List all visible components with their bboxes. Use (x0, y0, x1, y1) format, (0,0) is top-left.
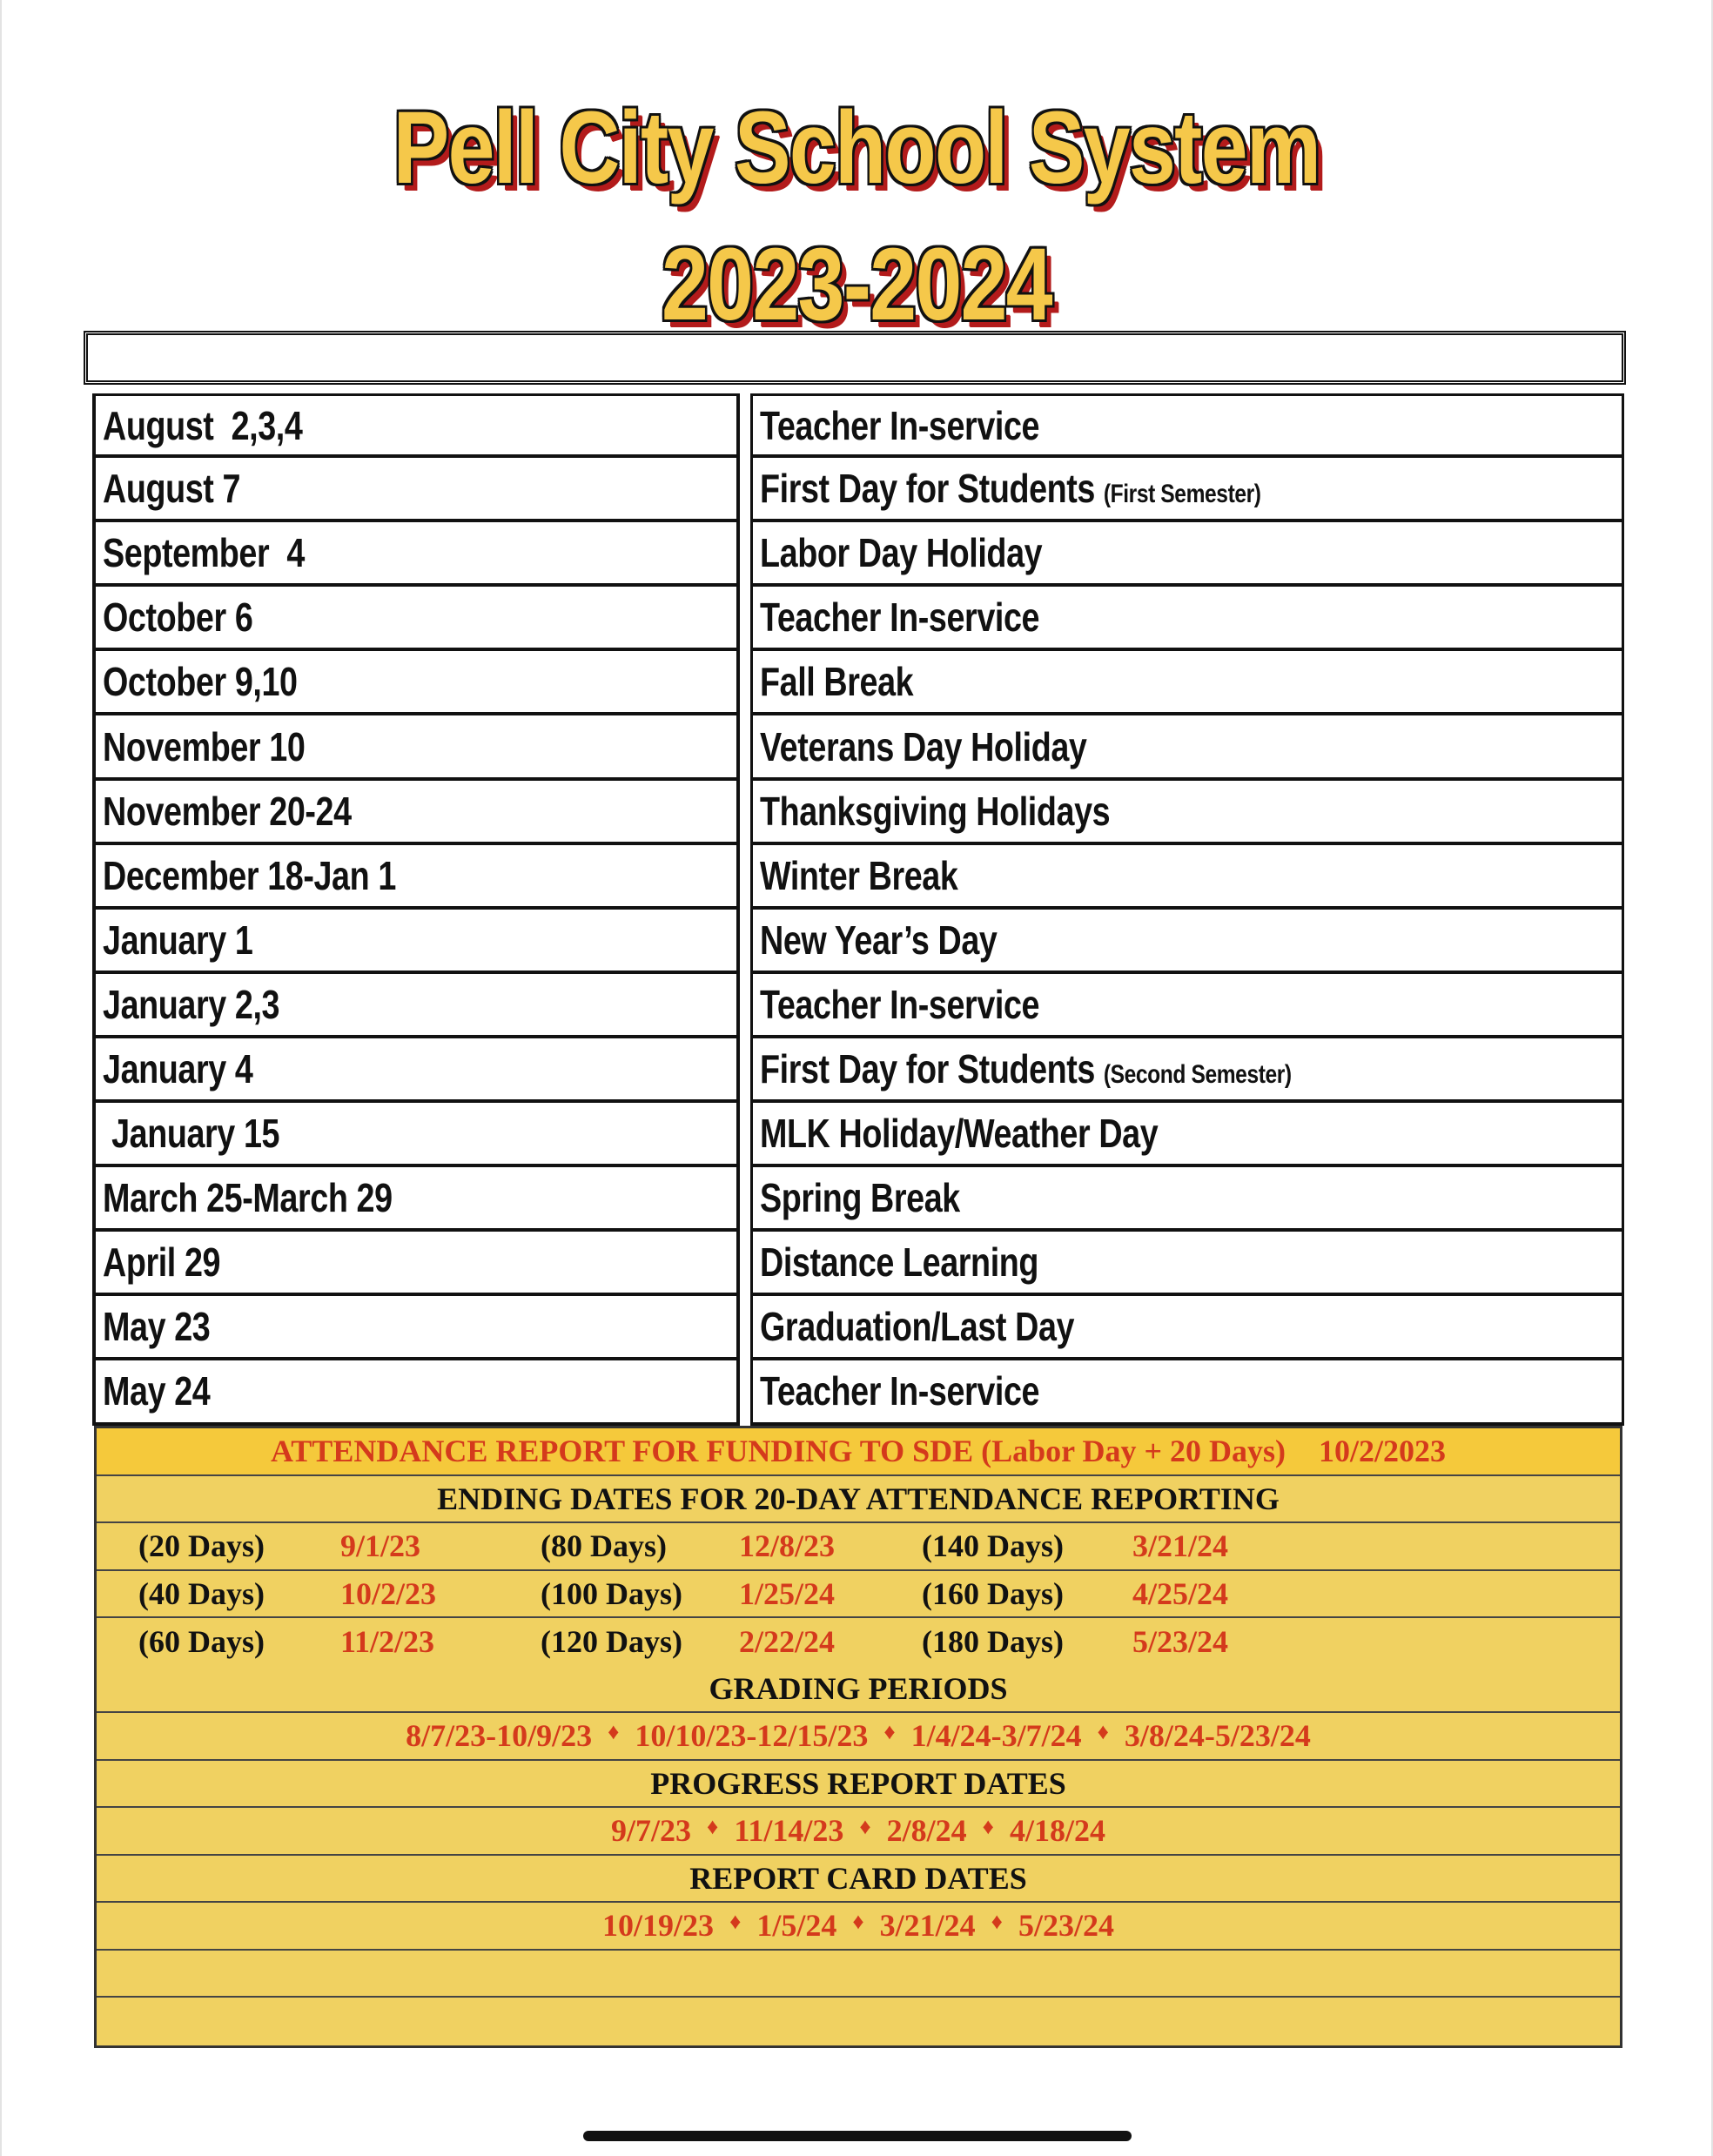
schedule-date-cell (96, 1038, 740, 1103)
report-card-date: 3/21/24 (879, 1908, 976, 1944)
schedule-date-text: December 18-Jan 1 (103, 852, 396, 898)
progress-report-row (97, 1808, 1620, 1856)
ending-dates-row (97, 1618, 1620, 1666)
schedule-date-cell (96, 1232, 740, 1296)
day-count-label: (160 Days) (922, 1575, 1064, 1611)
day-count-label: (100 Days) (541, 1575, 682, 1611)
schedule-date-text: November 20-24 (103, 788, 352, 834)
schedule-event-text: Veterans Day Holiday (760, 723, 1087, 769)
empty-row (97, 1998, 1620, 2045)
ending-dates-row (97, 1571, 1620, 1619)
schedule-events-column (750, 393, 1624, 1426)
attendance-report-row (97, 1428, 1620, 1476)
blank-header-box (84, 331, 1626, 385)
day-count-label: (80 Days) (541, 1528, 667, 1564)
schedule-event-text: Winter Break (760, 852, 958, 898)
page-title: Pell City School System (393, 91, 1320, 205)
schedule-event-cell (753, 1167, 1622, 1232)
schedule-date-text: January 2,3 (103, 981, 280, 1027)
ending-dates-row (97, 1523, 1620, 1571)
report-card-date: 10/19/23 (602, 1908, 715, 1944)
schedule-date-text: April 29 (103, 1239, 221, 1286)
schedule-date-cell (96, 845, 740, 910)
report-card-heading: REPORT CARD DATES (97, 1856, 1620, 1904)
schedule-event-cell (753, 458, 1622, 522)
empty-row (97, 1951, 1620, 1998)
grading-periods-heading: GRADING PERIODS (97, 1666, 1620, 1714)
progress-report-date: 9/7/23 (611, 1813, 692, 1849)
diamond-separator-icon: ♦ (991, 1909, 1003, 1935)
schedule-event-cell (753, 781, 1622, 845)
schedule-event-text: Graduation/Last Day (760, 1304, 1075, 1350)
progress-report-date: 11/14/23 (734, 1813, 844, 1849)
day-count-label: (20 Days) (138, 1528, 265, 1564)
schedule-date-cell (96, 974, 740, 1038)
schedule-event-text: First Day for Students (760, 1045, 1096, 1091)
schedule-event-cell (753, 522, 1622, 587)
schedule-event-text: Distance Learning (760, 1239, 1039, 1286)
home-indicator (583, 2131, 1132, 2141)
schedule-event-cell (753, 651, 1622, 715)
schedule-event-text: Fall Break (760, 659, 914, 705)
schedule-date-text: January 4 (103, 1045, 253, 1091)
schedule-date-text: November 10 (103, 723, 306, 769)
attendance-report-label: ATTENDANCE REPORT FOR FUNDING TO SDE (Labor Day + 20 Days) (270, 1434, 1286, 1469)
schedule-date-cell (96, 781, 740, 845)
report-card-date: 1/5/24 (756, 1908, 837, 1944)
schedule-event-text: Spring Break (760, 1175, 960, 1221)
schedule-date-text: May 23 (103, 1304, 211, 1350)
schedule-event-cell (753, 1038, 1622, 1103)
schedule-event-text: MLK Holiday/Weather Day (760, 1111, 1159, 1157)
schedule-event-text: Labor Day Holiday (760, 530, 1043, 576)
day-count-label: (120 Days) (541, 1624, 682, 1660)
schedule-date-cell (96, 651, 740, 715)
schedule-date-cell (96, 393, 740, 458)
ending-date-value: 9/1/23 (340, 1528, 421, 1564)
semester-note: (Second Semester) (1103, 1059, 1292, 1089)
schedule-date-text: August 7 (103, 466, 241, 512)
schedule-date-text: January 1 (103, 917, 253, 963)
schedule-event-cell (753, 910, 1622, 974)
schedule-date-text: May 24 (103, 1368, 211, 1414)
schedule-dates-column (92, 393, 740, 1426)
grading-period: 10/10/23-12/15/23 (635, 1718, 869, 1754)
day-count-label: (60 Days) (138, 1624, 265, 1660)
ending-date-value: 2/22/24 (739, 1624, 836, 1660)
schedule-event-cell (753, 715, 1622, 780)
ending-date-value: 11/2/23 (340, 1624, 435, 1660)
ending-date-value: 3/21/24 (1132, 1528, 1229, 1564)
schedule-event-cell (753, 393, 1622, 458)
schedule-event-text: Thanksgiving Holidays (760, 788, 1111, 834)
ending-date-value: 1/25/24 (739, 1575, 836, 1611)
day-count-label: (180 Days) (922, 1624, 1064, 1660)
schedule-date-cell (96, 522, 740, 587)
schedule-date-cell (96, 458, 740, 522)
ending-date-value: 12/8/23 (739, 1528, 836, 1564)
grading-period: 1/4/24-3/7/24 (910, 1718, 1082, 1754)
schedule-event-cell (753, 1296, 1622, 1360)
diamond-separator-icon: ♦ (1097, 1719, 1109, 1745)
schedule-date-text: September 4 (103, 530, 305, 576)
grading-periods-row (97, 1713, 1620, 1761)
schedule-date-text: October 6 (103, 594, 253, 641)
grading-period: 3/8/24-5/23/24 (1124, 1718, 1311, 1754)
progress-report-date: 4/18/24 (1009, 1813, 1105, 1849)
ending-dates-heading: ENDING DATES FOR 20-DAY ATTENDANCE REPORTING (97, 1476, 1620, 1524)
day-count-label: (140 Days) (922, 1528, 1064, 1564)
diamond-separator-icon: ♦ (859, 1814, 871, 1840)
schedule-event-cell (753, 587, 1622, 651)
schedule-event-text: Teacher In-service (760, 981, 1040, 1027)
schedule-date-text: October 9,10 (103, 659, 298, 705)
schedule-date-text: August 2,3,4 (103, 402, 303, 448)
report-card-date: 5/23/24 (1018, 1908, 1114, 1944)
schedule-event-cell (753, 845, 1622, 910)
attendance-grading-panel (94, 1426, 1622, 2048)
ending-date-value: 5/23/24 (1132, 1624, 1229, 1660)
diamond-separator-icon: ♦ (883, 1719, 896, 1745)
schedule-date-cell (96, 1103, 740, 1167)
schedule-event-text: New Year’s Day (760, 917, 998, 963)
diamond-separator-icon: ♦ (707, 1814, 719, 1840)
schedule-date-cell (96, 1296, 740, 1360)
school-year-title: 2023-2024 (662, 227, 1051, 342)
progress-report-date: 2/8/24 (886, 1813, 967, 1849)
schedule-event-text: Teacher In-service (760, 402, 1040, 448)
diamond-separator-icon: ♦ (852, 1909, 864, 1935)
schedule-date-text: January 15 (103, 1111, 280, 1157)
diamond-separator-icon: ♦ (982, 1814, 994, 1840)
schedule-date-text: March 25-March 29 (103, 1175, 393, 1221)
progress-report-heading: PROGRESS REPORT DATES (97, 1761, 1620, 1809)
diamond-separator-icon: ♦ (608, 1719, 620, 1745)
schedule-event-text: Teacher In-service (760, 1368, 1040, 1414)
grading-period: 8/7/23-10/9/23 (406, 1718, 593, 1754)
schedule-event-cell (753, 974, 1622, 1038)
semester-note: (First Semester) (1103, 480, 1261, 509)
schedule-date-cell (96, 1167, 740, 1232)
ending-date-value: 10/2/23 (340, 1575, 437, 1611)
schedule-event-cell (753, 1360, 1622, 1425)
report-card-row (97, 1903, 1620, 1951)
schedule-event-cell (753, 1103, 1622, 1167)
ending-date-value: 4/25/24 (1132, 1575, 1229, 1611)
schedule-date-cell (96, 587, 740, 651)
schedule-event-text: Teacher In-service (760, 594, 1040, 641)
schedule-event-text: First Day for Students (760, 466, 1096, 512)
schedule-date-cell (96, 910, 740, 974)
schedule-date-cell (96, 715, 740, 780)
schedule-event-cell (753, 1232, 1622, 1296)
attendance-report-date: 10/2/2023 (1319, 1434, 1447, 1469)
day-count-label: (40 Days) (138, 1575, 265, 1611)
schedule-date-cell (96, 1360, 740, 1425)
page-edge-left (0, 0, 2, 2156)
diamond-separator-icon: ♦ (729, 1909, 742, 1935)
